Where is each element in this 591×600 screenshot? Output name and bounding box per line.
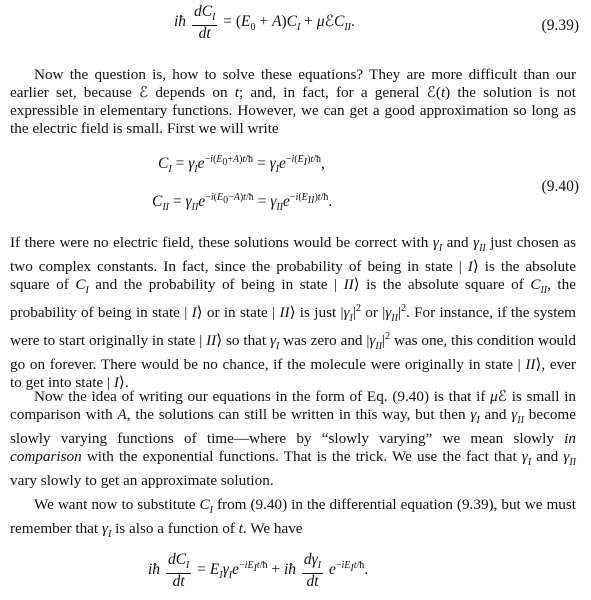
equation-9-40-line2: $C_{II} = \gamma_{II}e^{-i(E_0-A)t/ħ} = \gamma_{II}e^{-i(E_{II})t/ħ}$. xyxy=(152,192,333,214)
paragraph-intro xyxy=(10,66,576,138)
paragraph-text: Now the idea of writing our equations in the form of Eq. (9.40) is that if μℰ is small in comparison with A, the solutions can still be written in this way, but then $\gamma_I$ and $\gamma_{II}$ become slowly varying functions of time—where by “slowly varying” we mean slowly in comparison with the exponential functions. That is the trick. We use the fact that $\gamma_I$ and $\gamma_{II}$ vary slowly to get an approximate solution. xyxy=(10,388,577,490)
equation-9-39: iħ $\frac{dC_I}{dt}$ = $(E_0 + A)C_I$ + μℰC$_{II}$. xyxy=(174,3,355,43)
paragraph-text: We want now to substitute $C_I$ from (9.40) in the differential equation (9.39), but we must remember that $\gamma_I$ is also a function of t. We have xyxy=(10,496,576,541)
paragraph-no-field xyxy=(10,234,576,392)
paragraph-text: Now the question is, how to solve these equations? They are more difficult than our earlier set, because ℰ depends on t; and, in fact, for a general ℰ(t) the solution is not expressible in elementary functions. However, we can get a good approximation so long as the electric field is small. First we will write xyxy=(10,66,576,137)
paragraph-text: If there were no electric field, these solutions would be correct with $\gamma_I$ and $\gamma_{II}$ just chosen as two complex constants. In fact, since the probability of being in state | I⟩ is the absolute square of $C_I$ and the probability of being in state | II⟩ is the absolute square of $C_{II}$, the probability of being in state | I⟩ or in state | II⟩ is just $|\gamma_I|^2$ or $|\gamma_{II}|^2$. For instance, if the system were to start originally in state | II⟩ so that $\gamma_I$ was zero and $|\gamma_{II}|^2$ was one, this condition would go on forever. There would be no chance, if the molecule were originally in state | II⟩, ever to get into state | I⟩. xyxy=(10,234,576,392)
equation-9-40-line1: $C_I = \gamma_Ie^{-i(E_0+A)t/ħ} = \gamma_Ie^{-i(E_I)t/ħ}$, xyxy=(158,154,325,176)
equation-number-9-40: (9.40) xyxy=(541,178,579,195)
paragraph-substitute xyxy=(10,496,576,544)
paragraph-slow-variation xyxy=(10,388,576,490)
equation-derivative: iħ $\frac{dC_I}{dt}$ = $E_I\gamma_Ie^{-iE_It/ħ}$ + iħ $\frac{d\gamma_I}{dt}$ $e^{-iE_It/ħ}$. xyxy=(148,551,369,591)
equation-number-9-39: (9.39) xyxy=(541,17,579,34)
